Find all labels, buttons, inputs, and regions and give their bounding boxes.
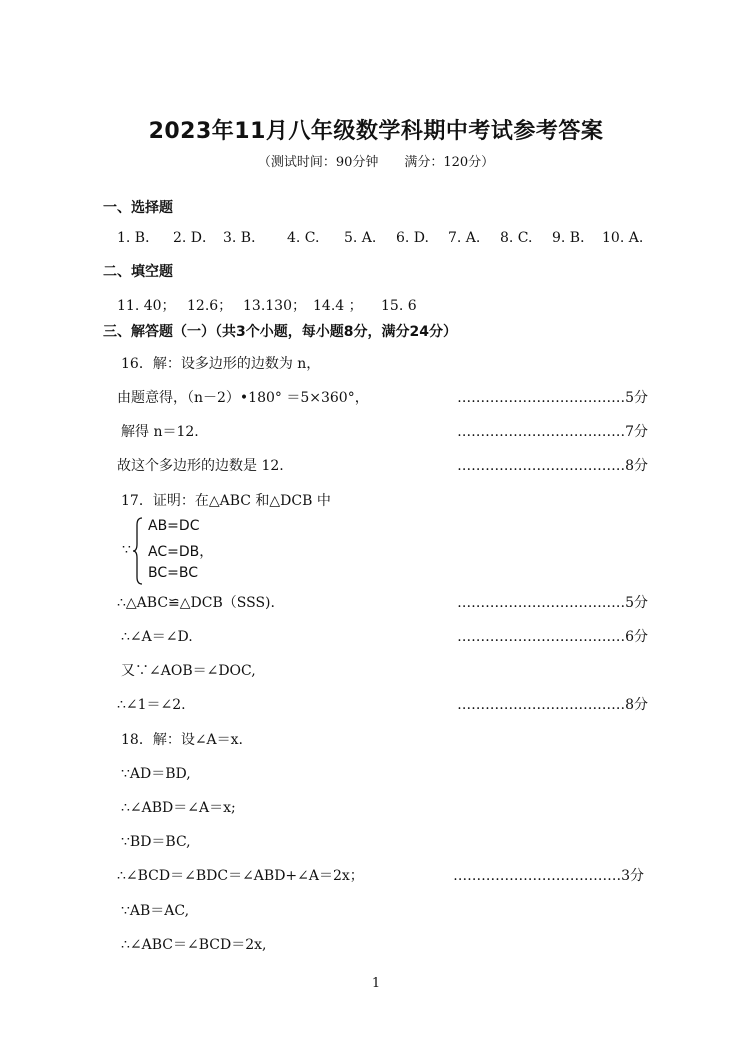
choice-answer: 8. C.	[500, 230, 533, 246]
q17-line-5: ∴∠1＝∠2.	[117, 697, 186, 713]
choice-answer: 4. C.	[287, 230, 320, 246]
choice-answer: 9. B．	[552, 230, 595, 246]
q18-line-4: ∵BD＝BC,	[121, 834, 191, 850]
q17-line-3: ∴∠A＝∠D.	[121, 629, 193, 645]
q17-line-1: 17．证明：在△ABC 和△DCB 中	[121, 493, 331, 509]
choice-answers-row	[117, 227, 643, 247]
page-subtitle: （测试时间：90分钟 满分：120分）	[257, 155, 495, 170]
section-heading-fill: 二、填空题	[103, 264, 173, 280]
choice-answer: 2. D．	[173, 230, 217, 246]
fill-answers-row	[117, 295, 417, 315]
q17-line-4: 又∵∠AOB＝∠DOC,	[121, 663, 256, 679]
q17-line-2: ∴△ABC≌△DCB（SSS).	[117, 595, 275, 611]
q17-score-5: ………………………………5分	[457, 595, 648, 611]
fill-answer: 13.130；	[243, 298, 306, 314]
fill-answer: 14.4 ；	[313, 298, 363, 314]
q18-line-7: ∴∠ABC＝∠BCD＝2x,	[121, 937, 267, 953]
system-line-3: BC=BC	[148, 565, 198, 581]
fill-answer: 12.6；	[187, 298, 233, 314]
equation-system	[122, 517, 212, 585]
q18-line-5: ∴∠BCD＝∠BDC＝∠ABD+∠A＝2x；	[117, 868, 364, 884]
choice-answer: 7. A.	[448, 230, 481, 246]
system-line-2: AC=DB，	[148, 544, 214, 560]
q16-score-7: ………………………………7分	[457, 424, 648, 440]
q18-line-1: 18．解：设∠A＝x.	[121, 732, 244, 748]
q16-line-2: 由题意得，（n－2）•180° ＝5×360°，	[117, 390, 369, 406]
fill-answer: 15. 6	[381, 298, 417, 314]
q18-line-6: ∵AB＝AC,	[121, 903, 190, 919]
q17-score-6: ………………………………6分	[457, 629, 648, 645]
section-heading-solutions: 三、解答题（一）（共3个小题，每小题8分，满分24分）	[103, 324, 457, 340]
choice-answer: 1. B．	[117, 230, 160, 246]
because-symbol: ∵	[122, 542, 131, 558]
q16-score-8: ………………………………8分	[457, 458, 648, 474]
q18-line-3: ∴∠ABD＝∠A＝x;	[121, 800, 236, 816]
choice-answer: 10. A.	[602, 230, 644, 246]
q16-line-1: 16．解：设多边形的边数为 n，	[121, 356, 321, 372]
q16-line-3: 解得 n＝12.	[121, 424, 199, 440]
section-heading-choice: 一、选择题	[103, 200, 173, 216]
page-title: 2023年11月八年级数学科期中考试参考答案	[148, 119, 604, 144]
q16-score-5: ………………………………5分	[457, 390, 648, 406]
q18-line-2: ∵AD＝BD,	[121, 766, 191, 782]
q16-line-4: 故这个多边形的边数是 12.	[117, 458, 284, 474]
system-line-1: AB=DC	[148, 518, 200, 534]
fill-answer: 11. 40；	[117, 298, 176, 314]
choice-answer: 6. D.	[396, 230, 429, 246]
left-brace-icon	[132, 517, 144, 585]
choice-answer: 5. A.	[344, 230, 377, 246]
q17-score-8: ………………………………8分	[457, 697, 648, 713]
page-number: 1	[371, 976, 381, 991]
choice-answer: 3. B．	[223, 230, 266, 246]
q18-score-3: ………………………………3分	[453, 868, 644, 884]
